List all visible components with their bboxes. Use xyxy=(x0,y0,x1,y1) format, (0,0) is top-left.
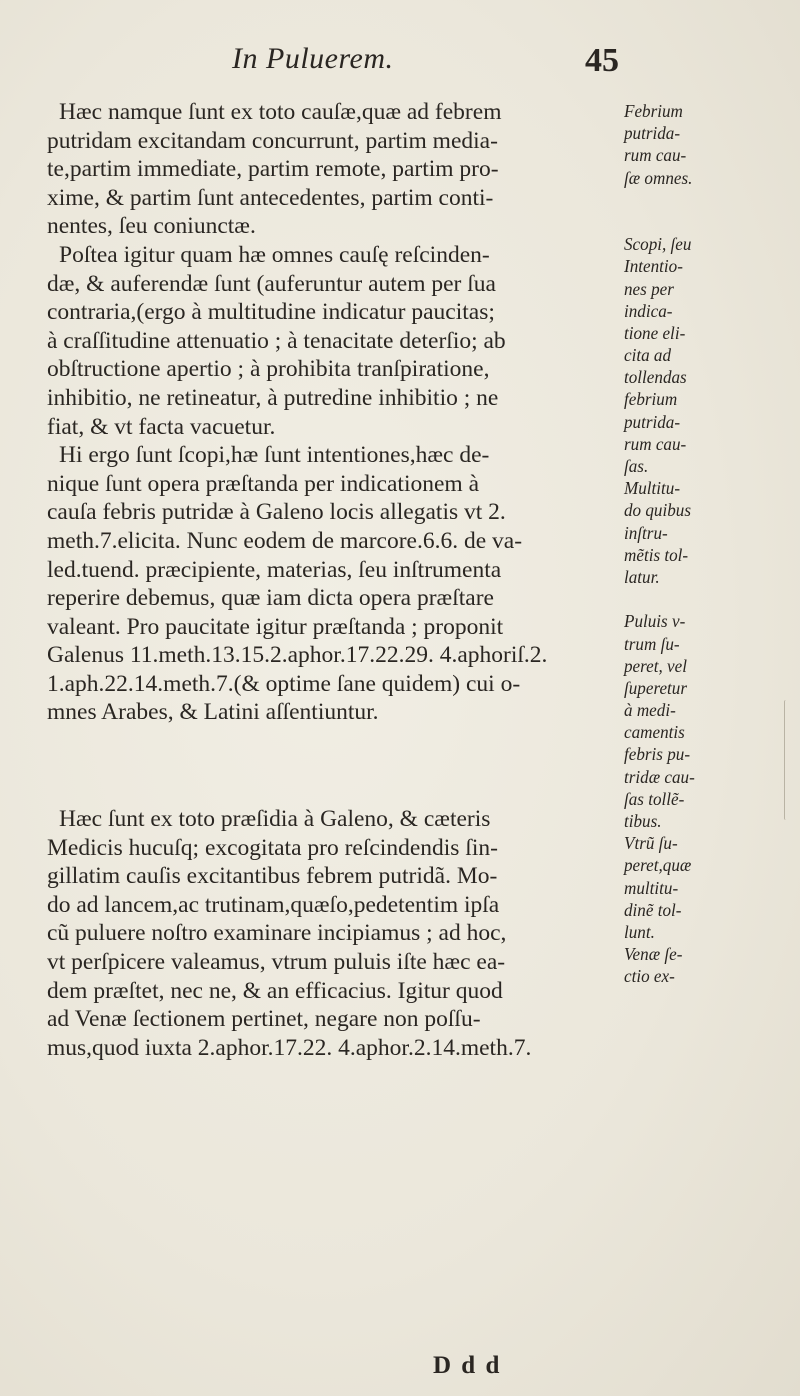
text-line: xime, & partim ſunt antecedentes, partim conti- xyxy=(47,184,494,211)
margin-note-line: ſas tollẽ- xyxy=(623,788,685,809)
margin-note-line: Febrium xyxy=(623,101,683,121)
margin-note-line xyxy=(624,588,796,610)
text-line: reperire debemus, quæ iam dicta opera præſtare xyxy=(47,585,494,612)
margin-note-line: Vtrũ ſu- xyxy=(623,833,678,854)
text-line: meth.7.elicita. Nunc eodem de marcore.6.6. de va- xyxy=(47,527,523,554)
margin-note-line: ſuperetur xyxy=(623,677,688,698)
text-line: led.tuend. præcipiente, materias, ſeu inſtrumenta xyxy=(47,556,502,583)
margin-note-line: peret,quæ xyxy=(623,855,692,876)
text-line: putridam excitandam concurrunt, partim media- xyxy=(47,127,498,154)
margin-note-line: tollendas xyxy=(623,367,687,388)
margin-note-line: rum cau- xyxy=(623,145,687,166)
text-line: Poſtea igitur quam hæ omnes cauſę reſcinden- xyxy=(59,241,490,268)
margin-note-line: trum ſu- xyxy=(623,633,680,654)
margin-note-line: à medi- xyxy=(623,700,676,721)
margin-note-line: lunt. xyxy=(623,921,655,942)
margin-note-line: multitu- xyxy=(623,877,679,898)
margin-note-line: Venæ ſe- xyxy=(623,944,683,965)
text-line: Hæc ſunt ex toto præſidia à Galeno, & cæteris xyxy=(59,806,491,833)
text-line: Galenus 11.meth.13.15.2.aphor.17.22.29. 4.aphoriſ.2. xyxy=(47,642,548,669)
margin-note-line: ctio ex- xyxy=(623,966,675,987)
text-line: nentes, ſeu coniunctæ. xyxy=(47,213,256,240)
margin-note-line xyxy=(624,211,796,233)
text-line: à craſſitudine attenuatio ; à tenacitate deterſio; ab xyxy=(47,327,506,354)
text-line: do ad lancem,ac trutinam,quæſo,pedetentim ipſa xyxy=(47,891,500,918)
signature-mark: D d d xyxy=(433,1352,502,1379)
margin-note-line: cita ad xyxy=(623,345,672,366)
margin-note-line: inſtru- xyxy=(623,522,668,543)
text-line: Hæc namque ſunt ex toto cauſæ,quæ ad febrem xyxy=(59,99,502,125)
margin-note-line: camentis xyxy=(623,722,685,743)
margin-note-line: tione eli- xyxy=(623,322,686,343)
margin-note-line: tridæ cau- xyxy=(623,766,695,787)
running-head: In Puluerem. xyxy=(232,42,394,75)
text-line: dem præſtet, nec ne, & an efficacius. Igitur quod xyxy=(47,977,503,1004)
margin-note-line: latur. xyxy=(623,566,660,587)
page-number: 45 xyxy=(585,42,619,79)
text-line: contraria,(ergo à multitudine indicatur paucitas; xyxy=(47,299,495,326)
margin-note-line: dinẽ tol- xyxy=(623,899,682,920)
body-text xyxy=(47,98,612,1062)
margin-note-line: Intentio- xyxy=(623,256,683,277)
text-line: te,partim immediate, partim remote, partim pro- xyxy=(47,156,499,183)
margin-note-line: Scopi, ſeu xyxy=(623,234,692,255)
margin-note-line: febrium xyxy=(623,389,678,410)
text-line: Hi ergo ſunt ſcopi,hæ ſunt intentiones,hæc de- xyxy=(59,442,490,469)
margin-note-line: tibus. xyxy=(623,811,662,831)
margin-note-line: do quibus xyxy=(623,500,692,521)
text-line: 1.aph.22.14.meth.7.(& optime ſane quidem) cui o- xyxy=(47,670,521,697)
text-line: obſtructione apertio ; à prohibita tranſpiratione, xyxy=(47,356,490,383)
text-line: dæ, & auferendæ ſunt (auferuntur autem per ſua xyxy=(47,270,496,297)
margin-notes xyxy=(622,100,798,988)
margin-note-line: Puluis v- xyxy=(623,611,686,632)
text-line: fiat, & vt facta vacuetur. xyxy=(47,413,276,440)
text-line: cũ puluere noſtro examinare incipiamus ; ad hoc, xyxy=(47,920,507,947)
text-line: cauſa febris putridæ à Galeno locis allegatis vt 2. xyxy=(47,499,506,526)
margin-note-line: mẽtis tol- xyxy=(623,544,689,565)
text-line: ad Venæ ſectionem pertinet, negare non poſſu- xyxy=(47,1006,481,1033)
margin-note-line: rum cau- xyxy=(623,433,687,454)
text-line: mnes Arabes, & Latini aſſentiuntur. xyxy=(47,699,379,726)
margin-note-line xyxy=(624,189,796,211)
margin-note-line: febris pu- xyxy=(623,744,691,765)
margin-note-line: nes per xyxy=(623,278,674,299)
text-line: nique ſunt opera præſtanda per indicationem à xyxy=(47,470,479,497)
text-line: vt perſpicere valeamus, vtrum puluis iſte hæc ea- xyxy=(47,949,506,976)
margin-note-line: ſæ omnes. xyxy=(623,167,693,188)
margin-note-line: putrida- xyxy=(623,411,681,432)
text-line: inhibitio, ne retineatur, à putredine inhibitio ; ne xyxy=(47,384,499,411)
margin-note-line: indica- xyxy=(623,300,673,321)
margin-note-line: Multitu- xyxy=(623,478,681,499)
margin-note-line: ſas. xyxy=(623,456,649,476)
text-line: valeant. Pro paucitate igitur præſtanda ; proponit xyxy=(47,613,504,640)
margin-note-line: peret, vel xyxy=(623,655,688,676)
text-line: mus,quod iuxta 2.aphor.17.22. 4.aphor.2.14.meth.7. xyxy=(47,1034,532,1061)
text-line: gillatim cauſis excitantibus febrem putridã. Mo- xyxy=(47,863,498,890)
margin-note-line: putrida- xyxy=(623,123,681,144)
text-line: Medicis hucuſq; excogitata pro reſcindendis ſin- xyxy=(47,834,498,861)
